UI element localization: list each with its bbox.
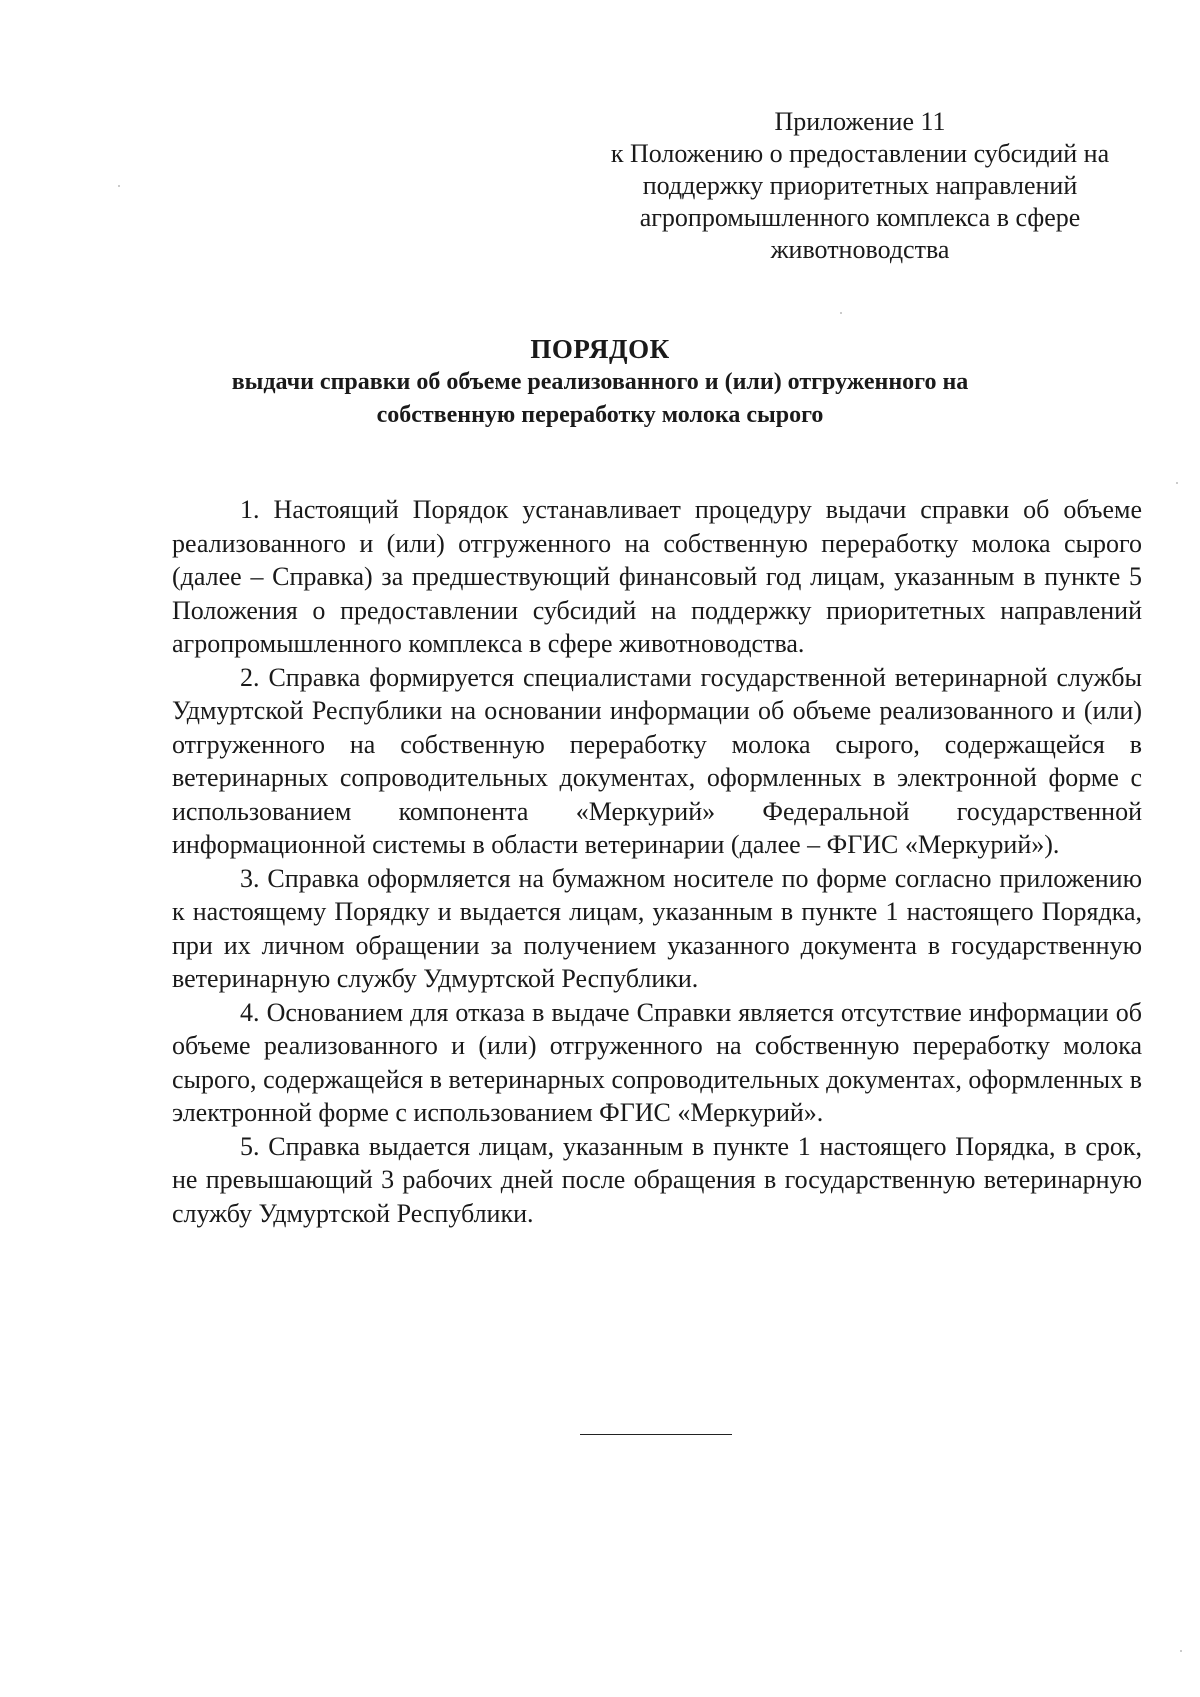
appendix-reference-line: животноводства <box>770 235 950 264</box>
document-subtitle-line: собственную переработку молока сырого <box>376 402 824 428</box>
scan-speck <box>118 185 120 187</box>
appendix-reference-line: агропромышленного комплекса в сфере <box>639 203 1081 232</box>
paragraph-2: 2. Справка формируется специалистами государственной ветеринарной службы Удмуртской Республики на основании информации об объеме реализованного и (или) отгруженного на собственную переработку молока сырого, содержащейся в ветеринарных сопроводительных документах, оформленных в электронной форме с использованием компонента «Меркурий» Федеральной государственной информационной системы в области ветеринарии (далее – ФГИС «Меркурий»). <box>172 662 1142 859</box>
document-body <box>172 493 1142 1230</box>
scan-speck <box>1180 1650 1182 1652</box>
paragraph-4: 4. Основанием для отказа в выдаче Справки является отсутствие информации об объеме реализованного и (или) отгруженного на собственную переработку молока сырого, содержащейся в ветеринарных сопроводительных документах, оформленных в электронной форме с использованием ФГИС «Меркурий». <box>172 997 1142 1127</box>
appendix-reference-line: поддержку приоритетных направлений <box>642 171 1078 200</box>
document-heading <box>150 332 1050 432</box>
scan-speck <box>840 312 842 314</box>
paragraph-5: 5. Справка выдается лицам, указанным в пункте 1 настоящего Порядка, в срок, не превышающий 3 рабочих дней после обращения в государственную ветеринарную службу Удмуртской Республики. <box>172 1131 1142 1228</box>
document-title: ПОРЯДОК <box>530 334 670 364</box>
appendix-number: Приложение 11 <box>774 107 946 136</box>
paragraph-3: 3. Справка оформляется на бумажном носителе по форме согласно приложению к настоящему Порядку и выдается лицам, указанным в пункте 1 настоящего Порядка, при их личном обращении за получением указанного документа в государственную ветеринарную службу Удмуртской Республики. <box>172 863 1142 993</box>
scan-speck <box>1176 482 1178 484</box>
paragraph-1: 1. Настоящий Порядок устанавливает процедуру выдачи справки об объеме реализованного и (или) отгруженного на собственную переработку молока сырого (далее – Справка) за предшествующий финансовый год лицам, указанным в пункте 5 Положения о предоставлении субсидий на поддержку приоритетных направлений агропромышленного комплекса в сфере животноводства. <box>172 495 1142 658</box>
appendix-header <box>560 106 1160 266</box>
appendix-reference-line: к Положению о предоставлении субсидий на <box>610 139 1110 168</box>
closing-separator-line <box>580 1434 732 1435</box>
document-subtitle-line: выдачи справки об объеме реализованного и (или) отгруженного на <box>231 369 969 395</box>
